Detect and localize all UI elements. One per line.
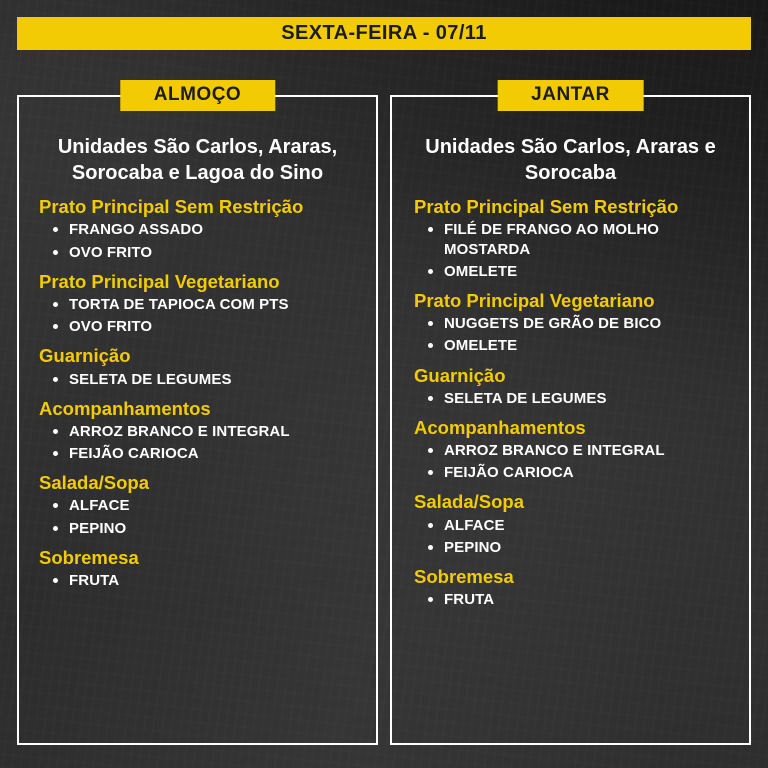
section-items [428,441,735,482]
section-items [53,571,362,590]
list-item: NUGGETS DE GRÃO DE BICO [428,314,735,333]
meal-tab-dinner: JANTAR [497,80,644,111]
list-item: FILÉ DE FRANGO AO MOLHO MOSTARDA [428,220,735,258]
section-title: Sobremesa [39,546,139,568]
list-item: FEIJÃO CARIOCA [53,444,362,463]
menu-section [33,398,362,464]
section-title: Prato Principal Vegetariano [414,289,655,311]
menu-section [406,491,735,557]
date-banner [17,17,751,50]
menu-column-lunch [17,84,378,745]
menu-columns [17,84,751,745]
meal-tab-lunch: ALMOÇO [120,80,275,111]
menu-section [406,566,735,609]
section-title: Salada/Sopa [414,491,525,513]
menu-section [406,196,735,281]
section-items [428,220,735,281]
section-items [53,220,362,261]
list-item: OVO FRITO [53,317,362,336]
section-items [428,314,735,355]
list-item: SELETA DE LEGUMES [428,389,735,408]
list-item: FRUTA [428,590,735,609]
menu-section [406,417,735,483]
section-items [428,389,735,408]
list-item: PEPINO [428,538,735,557]
section-items [53,496,362,537]
list-item: OMELETE [428,336,735,355]
menu-section [33,271,362,337]
section-title: Prato Principal Sem Restrição [39,196,304,218]
section-items [53,295,362,336]
date-label: SEXTA-FEIRA - 07/11 [281,22,487,44]
section-title: Acompanhamentos [39,397,211,419]
units-label-lunch: Unidades São Carlos, Araras, Sorocaba e Lagoa do Sino [57,136,338,184]
section-title: Sobremesa [414,566,514,587]
list-item: ARROZ BRANCO E INTEGRAL [53,422,362,441]
units-label-dinner: Unidades São Carlos, Araras e Sorocaba [425,136,716,184]
section-title: Guarnição [414,364,506,386]
menu-section [33,472,362,538]
list-item: FEIJÃO CARIOCA [428,463,735,482]
list-item: SELETA DE LEGUMES [53,370,362,389]
menu-column-dinner [390,84,751,745]
section-title: Prato Principal Vegetariano [39,270,280,292]
menu-section [33,345,362,388]
section-items [428,590,735,609]
section-items [53,370,362,389]
menu-section [33,547,362,590]
list-item: TORTA DE TAPIOCA COM PTS [53,295,362,314]
list-item: ARROZ BRANCO E INTEGRAL [428,441,735,460]
list-item: ALFACE [53,496,362,515]
menu-section [406,290,735,356]
list-item: OVO FRITO [53,243,362,262]
section-items [53,422,362,463]
list-item: PEPINO [53,519,362,538]
menu-section [33,196,362,262]
section-title: Acompanhamentos [414,416,586,438]
menu-section [406,365,735,408]
list-item: FRANGO ASSADO [53,220,362,239]
list-item: OMELETE [428,262,735,281]
section-title: Guarnição [39,345,131,367]
section-title: Prato Principal Sem Restrição [414,196,679,218]
list-item: ALFACE [428,516,735,535]
section-title: Salada/Sopa [39,472,150,494]
section-items [428,516,735,557]
list-item: FRUTA [53,571,362,590]
